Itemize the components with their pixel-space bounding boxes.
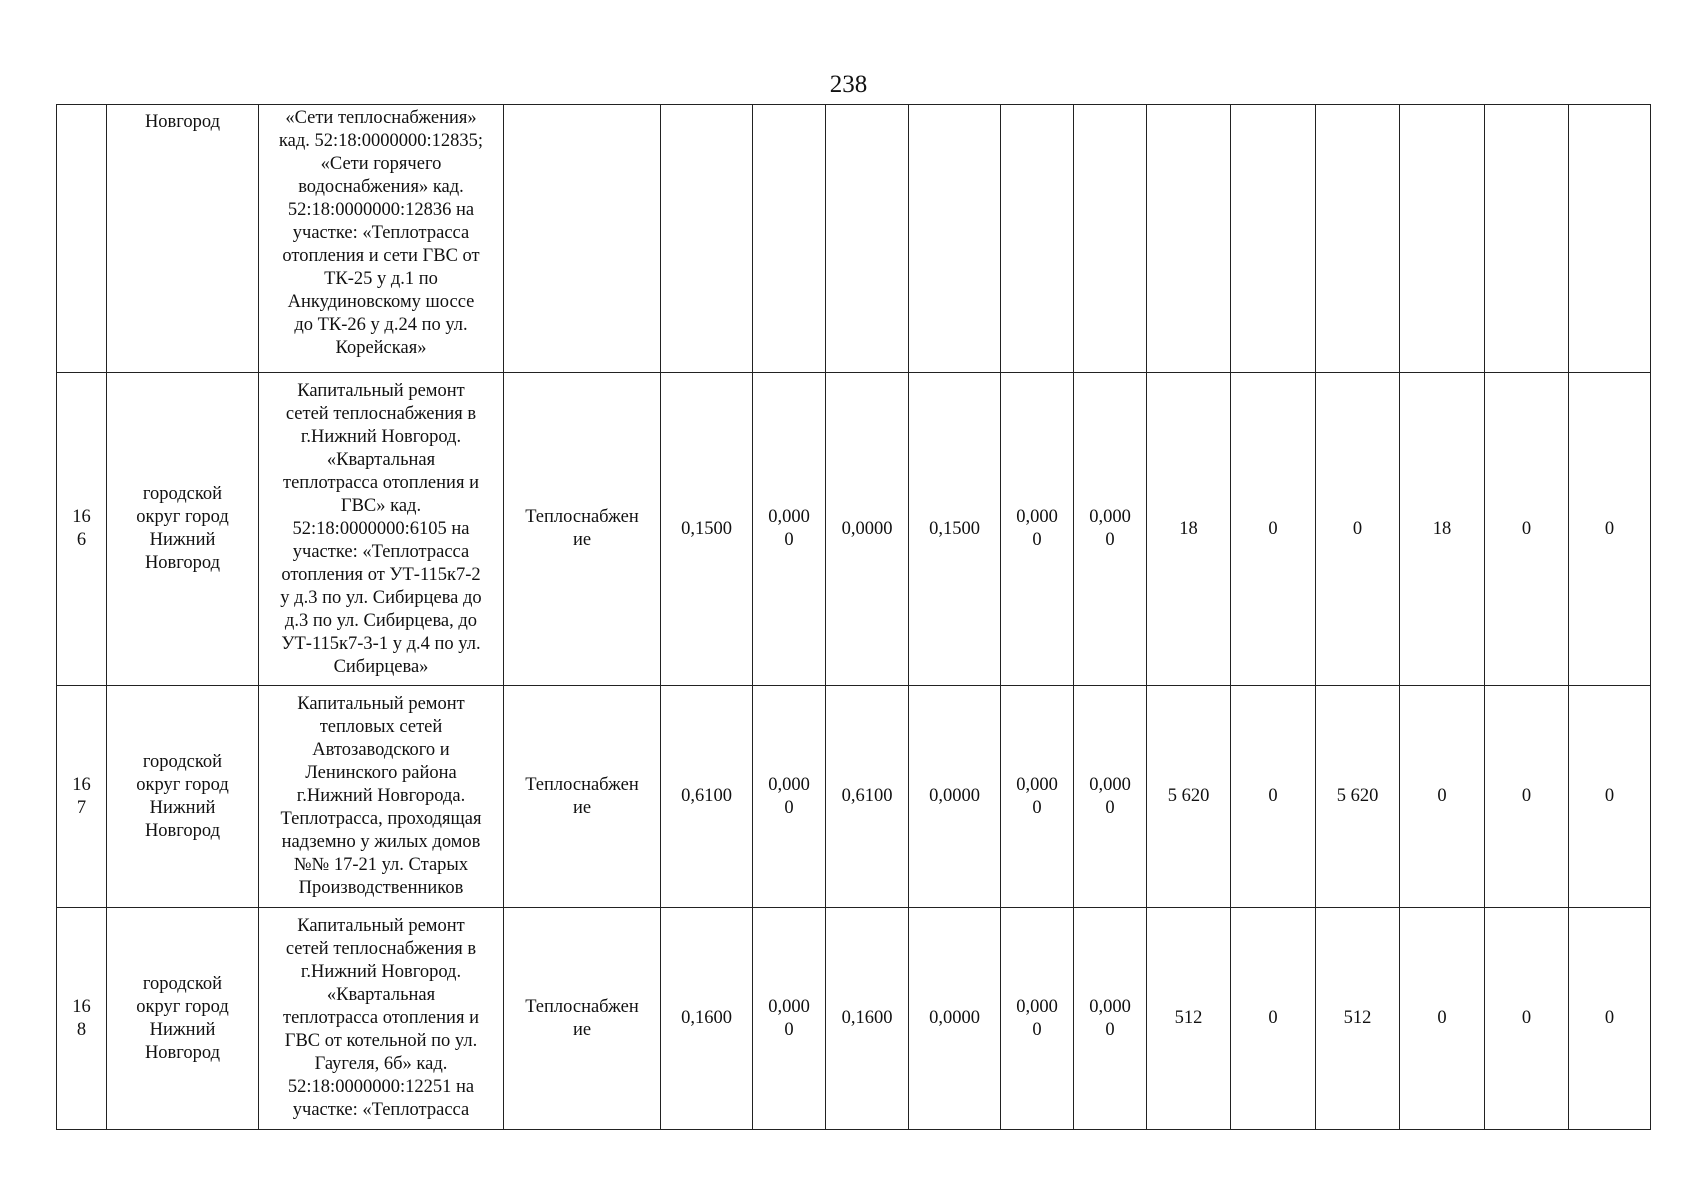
cost-cell: 18 (1400, 373, 1485, 686)
cost-cell: 0 (1569, 373, 1651, 686)
value-cell: 0,000 0 (1001, 373, 1074, 686)
type-cell (504, 105, 661, 373)
value-cell (1074, 105, 1147, 373)
value-cell: 0,000 0 (753, 686, 826, 908)
value-cell: 0,6100 (661, 686, 753, 908)
cost-cell (1400, 105, 1485, 373)
cost-cell: 0 (1400, 908, 1485, 1130)
works-table (56, 104, 1651, 1130)
value-cell: 0,0000 (909, 686, 1001, 908)
page-number: 238 (829, 71, 868, 98)
cost-cell: 0 (1569, 908, 1651, 1130)
value-cell (909, 105, 1001, 373)
cost-cell: 5 620 (1316, 686, 1400, 908)
value-cell (826, 105, 909, 373)
description-cell: Капитальный ремонт сетей теплоснабжения в г.Нижний Новгород. «Квартальная теплотрасса отопления и ГВС» кад. 52:18:0000000:6105 на участке: «Теплотрасса отопления от УТ-115к7-2 у д.3 по ул. Сибирцева до д.3 по ул. Сибирцева, до УТ-115к7-3-1 у д.4 по ул. Сибирцева» (259, 373, 504, 686)
cost-cell (1316, 105, 1400, 373)
cost-cell: 0 (1231, 373, 1316, 686)
cost-cell: 18 (1147, 373, 1231, 686)
value-cell (753, 105, 826, 373)
value-cell: 0,000 0 (1074, 908, 1147, 1130)
cost-cell (1569, 105, 1651, 373)
table-row (57, 105, 1651, 373)
description-cell: «Сети теплоснабжения» кад. 52:18:0000000:12835; «Сети горячего водоснабжения» кад. 52:18:0000000:12836 на участке: «Теплотрасса отопления и сети ГВС от ТК-25 у д.1 по Анкудиновскому шоссе до ТК-26 у д.24 по ул. Корейская» (259, 105, 504, 373)
cost-cell: 5 620 (1147, 686, 1231, 908)
value-cell: 0,000 0 (1074, 686, 1147, 908)
cost-cell (1231, 105, 1316, 373)
cost-cell: 0 (1400, 686, 1485, 908)
cost-cell (1147, 105, 1231, 373)
cost-cell: 0 (1485, 373, 1569, 686)
row-number: 16 8 (57, 908, 107, 1130)
value-cell: 0,000 0 (753, 908, 826, 1130)
description-cell: Капитальный ремонт сетей теплоснабжения в г.Нижний Новгород. «Квартальная теплотрасса отопления и ГВС от котельной по ул. Гаугеля, 6б» кад. 52:18:0000000:12251 на участке: «Теплотрасса (259, 908, 504, 1130)
value-cell: 0,1600 (661, 908, 753, 1130)
value-cell: 0,0000 (909, 908, 1001, 1130)
type-cell: Теплоснабжен ие (504, 908, 661, 1130)
municipality-cell: городской округ город Нижний Новгород (107, 908, 259, 1130)
municipality-cell: городской округ город Нижний Новгород (107, 373, 259, 686)
value-cell: 0,000 0 (1001, 686, 1074, 908)
municipality-cell: Новгород (107, 105, 259, 373)
municipality-cell: городской округ город Нижний Новгород (107, 686, 259, 908)
value-cell: 0,0000 (826, 373, 909, 686)
cost-cell: 0 (1231, 908, 1316, 1130)
row-number (57, 105, 107, 373)
value-cell (1001, 105, 1074, 373)
cost-cell: 0 (1316, 373, 1400, 686)
table-row (57, 686, 1651, 908)
table-row (57, 373, 1651, 686)
value-cell: 0,1500 (661, 373, 753, 686)
value-cell: 0,1500 (909, 373, 1001, 686)
cost-cell: 0 (1569, 686, 1651, 908)
type-cell: Теплоснабжен ие (504, 373, 661, 686)
cost-cell: 0 (1485, 686, 1569, 908)
row-number: 16 7 (57, 686, 107, 908)
cost-cell (1485, 105, 1569, 373)
cost-cell: 512 (1147, 908, 1231, 1130)
value-cell: 0,000 0 (1001, 908, 1074, 1130)
table-row (57, 908, 1651, 1130)
value-cell: 0,000 0 (753, 373, 826, 686)
value-cell: 0,000 0 (1074, 373, 1147, 686)
description-cell: Капитальный ремонт тепловых сетей Автозаводского и Ленинского района г.Нижний Новгорода. Теплотрасса, проходящая надземно у жилых домов №№ 17-21 ул. Старых Производственников (259, 686, 504, 908)
value-cell: 0,1600 (826, 908, 909, 1130)
cost-cell: 512 (1316, 908, 1400, 1130)
value-cell: 0,6100 (826, 686, 909, 908)
row-number: 16 6 (57, 373, 107, 686)
cost-cell: 0 (1231, 686, 1316, 908)
type-cell: Теплоснабжен ие (504, 686, 661, 908)
value-cell (661, 105, 753, 373)
cost-cell: 0 (1485, 908, 1569, 1130)
